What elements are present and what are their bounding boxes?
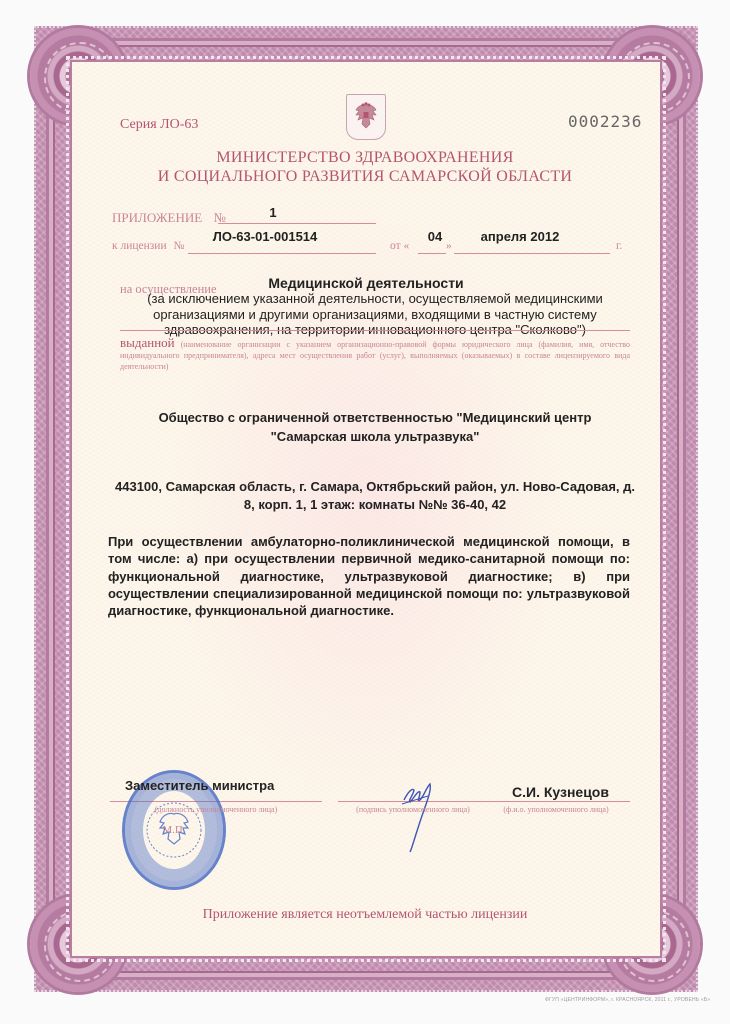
- activity-label: на осуществление: [120, 282, 217, 296]
- name-caption: (ф.и.о. уполномоченного лица): [503, 805, 609, 814]
- license-day-line: [418, 253, 446, 254]
- activity-description: (за исключением указанной деятельности, осуществляемой медицинскими организациями и другими организациями, входящими в частную систему здравоохранения, на территории инновационного центра "Сколково"): [147, 291, 603, 337]
- appendix-number-sign: №: [213, 210, 226, 225]
- license-year-suffix: г.: [616, 240, 623, 252]
- signatory-name: С.И. Кузнецов: [512, 784, 609, 800]
- license-from-label: от «: [390, 240, 410, 252]
- appendix-label-text: ПРИЛОЖЕНИЕ: [112, 210, 203, 225]
- ministry-title-line1: МИНИСТЕРСТВО ЗДРАВООХРАНЕНИЯ: [216, 149, 514, 166]
- issued-block: [120, 337, 630, 372]
- name-line: [482, 801, 630, 802]
- position-caption: (должность уполномоченного лица): [154, 805, 278, 814]
- activity-line: [120, 330, 630, 331]
- license-number-line: [188, 253, 376, 254]
- license-quote-close: »: [446, 240, 452, 252]
- handwritten-signature: [398, 778, 448, 858]
- signatory-position: Заместитель министра: [125, 778, 275, 793]
- appendix-number-line: [218, 223, 376, 224]
- appendix-note: Приложение является неотъемлемой частью лицензии: [202, 907, 528, 922]
- printer-imprint: ФГУП «ЦЕНТРИНФОРМ», г. КРАСНОЯРСК, 2011 г., УРОВЕНЬ «Б»: [545, 997, 711, 1003]
- ministry-title-line2: И СОЦИАЛЬНОГО РАЗВИТИЯ САМАРСКОЙ ОБЛАСТИ: [157, 168, 573, 185]
- series-label: Серия ЛО-63: [120, 117, 199, 132]
- license-month-year: апреля 2012: [480, 229, 560, 244]
- license-month-line: [454, 253, 610, 254]
- licensed-services: При осуществлении амбулаторно-поликлинической медицинской помощи, в том числе: а) при осуществлении первичной медико-санитарной помощи по: функциональной диагностике, ультразвуковой диагностике; в) при осуществлении специализированной медицинской помощи по: ультразвуковой диагностике, функциональной диагностике.: [108, 534, 630, 619]
- appendix-number: 1: [269, 205, 277, 220]
- license-day: 04: [427, 229, 443, 244]
- coat-of-arms-icon: [346, 94, 386, 140]
- issued-hint: (наименование организации с указанием организационно-правовой формы юридического лица (фамилия, имя, отчество индивидуального предпринимателя), адреса мест осуществления работ (услуг), выполняемых (оказываемых) в составе лицензируемого вида деятельности): [120, 340, 631, 371]
- stamp-mp-label: М.П.: [162, 824, 186, 836]
- license-label: [112, 240, 184, 252]
- signature-caption: (подпись уполномоченного лица): [356, 805, 470, 814]
- issued-label: выданной: [120, 335, 175, 350]
- organization-address: 443100, Самарская область, г. Самара, Октябрьский район, ул. Ново-Садовая, д. 8, корп. 1, 1 этаж: комнаты №№ 36-40, 42: [115, 479, 635, 512]
- organization-name: Общество с ограниченной ответственностью "Медицинский центр "Самарская школа ультразвука": [158, 410, 592, 444]
- license-label-text: к лицензии: [112, 240, 167, 252]
- activity-title: Медицинской деятельности: [268, 275, 464, 291]
- appendix-label: [112, 210, 226, 226]
- license-number: ЛО-63-01-001514: [212, 229, 318, 244]
- serial-number: 0002236: [568, 112, 643, 131]
- license-number-sign: №: [173, 240, 185, 252]
